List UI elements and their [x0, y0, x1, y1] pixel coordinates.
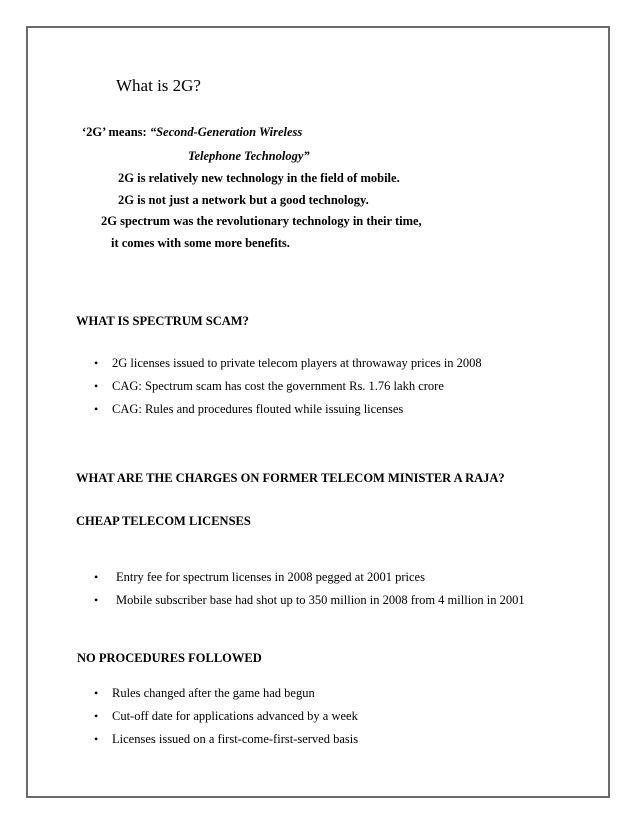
bullet-icon: •	[94, 593, 99, 607]
intro-line-2: 2G is not just a network but a good technology.	[118, 193, 369, 207]
heading-cheap-licenses: CHEAP TELECOM LICENSES	[76, 514, 251, 528]
bullet-icon: •	[94, 709, 99, 723]
bullet-icon: •	[94, 402, 99, 416]
means-definition-part-2: Telephone Technology”	[188, 149, 310, 163]
means-line	[82, 125, 302, 140]
bullet-icon: •	[94, 356, 99, 370]
bullet-icon: •	[94, 686, 99, 700]
bullet-icon: •	[94, 379, 99, 393]
means-prefix: ‘2G’ means:	[82, 125, 150, 139]
intro-line-3: 2G spectrum was the revolutionary technology in their time,	[101, 214, 422, 228]
intro-line-1: 2G is relatively new technology in the field of mobile.	[118, 171, 400, 185]
means-definition-part-1: “Second-Generation Wireless	[149, 125, 303, 139]
intro-line-4: it comes with some more benefits.	[111, 236, 290, 250]
heading-spectrum-scam: WHAT IS SPECTRUM SCAM?	[76, 314, 249, 328]
heading-no-procedures: NO PROCEDURES FOLLOWED	[77, 651, 262, 665]
heading-charges: WHAT ARE THE CHARGES ON FORMER TELECOM MINISTER A RAJA?	[76, 471, 505, 485]
bullet-icon: •	[94, 570, 99, 584]
page-title: What is 2G?	[116, 76, 201, 95]
bullet-icon: •	[94, 732, 99, 746]
